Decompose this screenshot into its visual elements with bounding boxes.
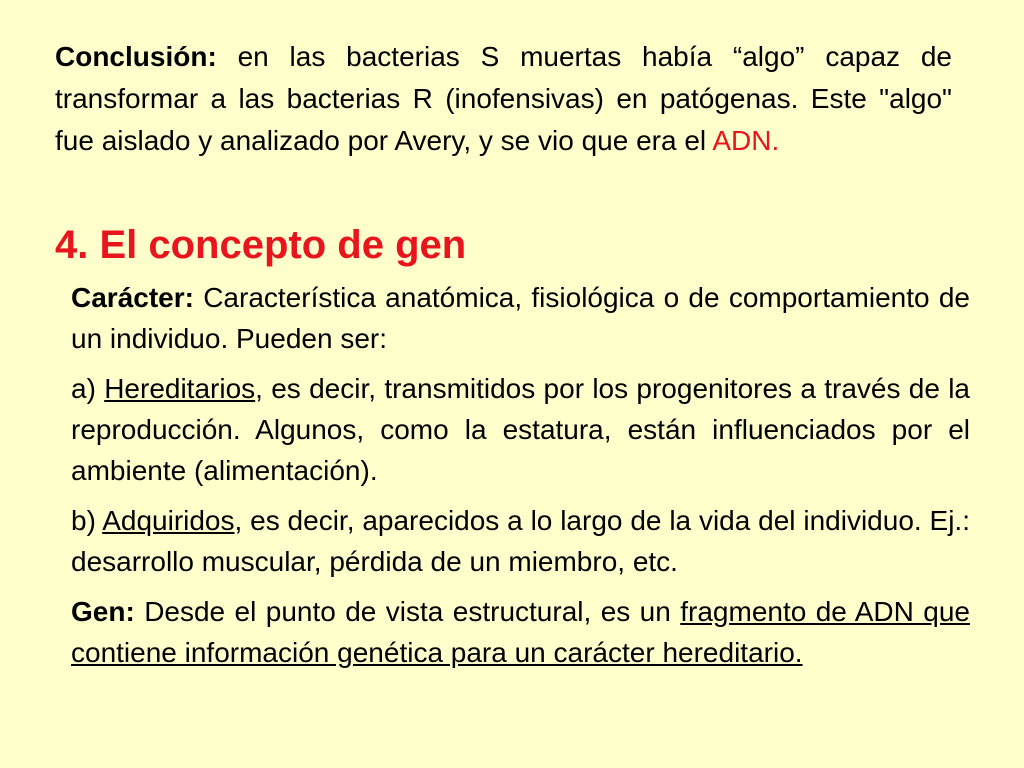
gen-text: Desde el punto de vista estructural, es un [134,596,681,627]
section-heading: 4. El concepto de gen [55,223,467,267]
hereditarios-prefix: a) [71,373,105,404]
caracter-text: Característica anatómica, fisiológica o de comportamiento de un individuo. Pueden ser: [71,282,970,354]
section-body [71,277,970,682]
adquiridos-text: , es decir, aparecidos a lo largo de la vida del individuo. Ej.: desarrollo muscular, pérdida de un miembro, etc. [71,505,970,577]
hereditarios-text: , es decir, transmitidos por los progenitores a través de la reproducción. Algunos, como la estatura, están influenciados por el ambiente (alimentación). [71,373,970,486]
hereditarios-paragraph [71,368,970,491]
adquiridos-term: Adquiridos [102,505,235,536]
conclusion-highlight: ADN. [712,125,780,156]
caracter-paragraph [71,277,970,359]
adquiridos-prefix: b) [71,505,103,536]
gen-definition: fragmento de ADN que contiene información genética para un carácter hereditario. [71,596,970,668]
conclusion-text: en las bacterias S muertas había “algo” capaz de transformar a las bacterias R (inofensivas) en patógenas. Este "algo" fue aislado y analizado por Avery, y se vio que era el [55,41,952,156]
conclusion-paragraph [55,36,952,162]
gen-label: Gen: [71,596,135,627]
caracter-label: Carácter: [71,282,194,313]
conclusion-label: Conclusión: [55,41,217,72]
hereditarios-term: Hereditarios [104,373,256,404]
adquiridos-paragraph [71,500,970,582]
gen-paragraph [71,591,970,673]
